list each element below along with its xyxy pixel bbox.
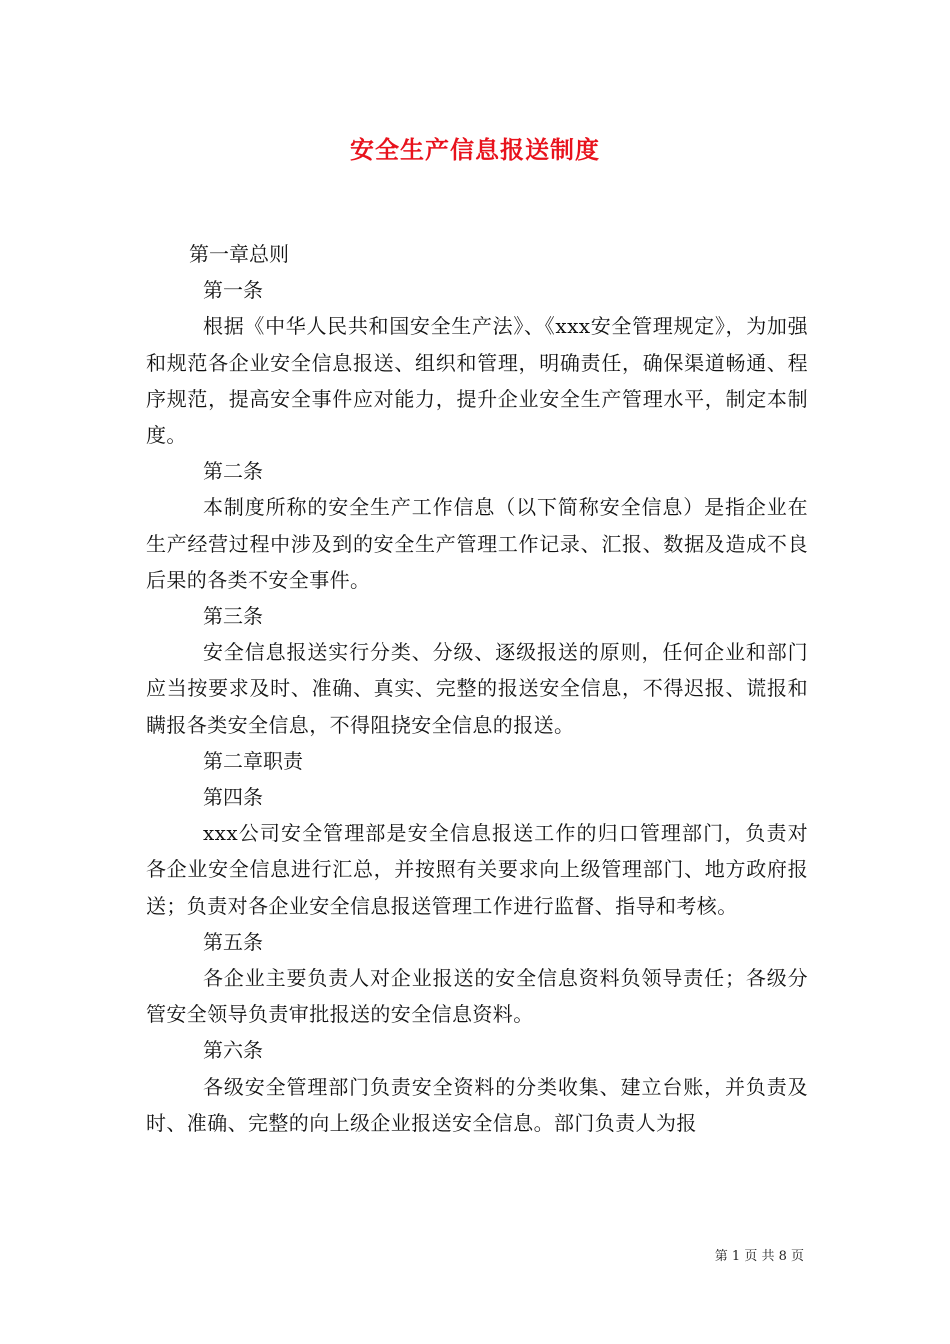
article-heading: 第六条 bbox=[203, 1038, 263, 1063]
article-heading: 第二条 bbox=[203, 459, 263, 484]
chapter-heading: 第二章职责 bbox=[203, 748, 303, 773]
article-heading: 第五条 bbox=[203, 929, 263, 954]
article-paragraph: 安全信息报送实行分类、分级、逐级报送的原则，任何企业和部门应当按要求及时、准确、真实、完整的报送安全信息，不得迟报、谎报和瞒报各类安全信息，不得阻挠安全信息的报送。 bbox=[146, 640, 808, 737]
document-body bbox=[146, 236, 808, 1141]
page-number: 第 1 页 共 8 页 bbox=[714, 1249, 804, 1264]
article-heading: 第四条 bbox=[203, 784, 263, 809]
document-title: 安全生产信息报送制度 bbox=[350, 135, 600, 164]
article-paragraph: xxx公司安全管理部是安全信息报送工作的归口管理部门，负责对各企业安全信息进行汇总，并按照有关要求向上级管理部门、地方政府报送；负责对各企业安全信息报送管理工作进行监督、指导和考核。 bbox=[146, 821, 808, 918]
article-heading: 第一条 bbox=[203, 278, 263, 303]
article-paragraph: 各企业主要负责人对企业报送的安全信息资料负领导责任；各级分管安全领导负责审批报送的安全信息资料。 bbox=[146, 965, 808, 1027]
article-paragraph: 本制度所称的安全生产工作信息（以下简称安全信息）是指企业在生产经营过程中涉及到的安全生产管理工作记录、汇报、数据及造成不良后果的各类不安全事件。 bbox=[146, 495, 808, 592]
article-paragraph: 根据《中华人民共和国安全生产法》、《xxx安全管理规定》，为加强和规范各企业安全信息报送、组织和管理，明确责任，确保渠道畅通、程序规范，提高安全事件应对能力，提升企业安全生产管理水平，制定本制度。 bbox=[146, 314, 808, 447]
chapter-heading: 第一章总则 bbox=[189, 242, 289, 266]
article-paragraph: 各级安全管理部门负责安全资料的分类收集、建立台账，并负责及时、准确、完整的向上级企业报送安全信息。部门负责人为报 bbox=[146, 1074, 808, 1135]
article-heading: 第三条 bbox=[203, 603, 263, 628]
